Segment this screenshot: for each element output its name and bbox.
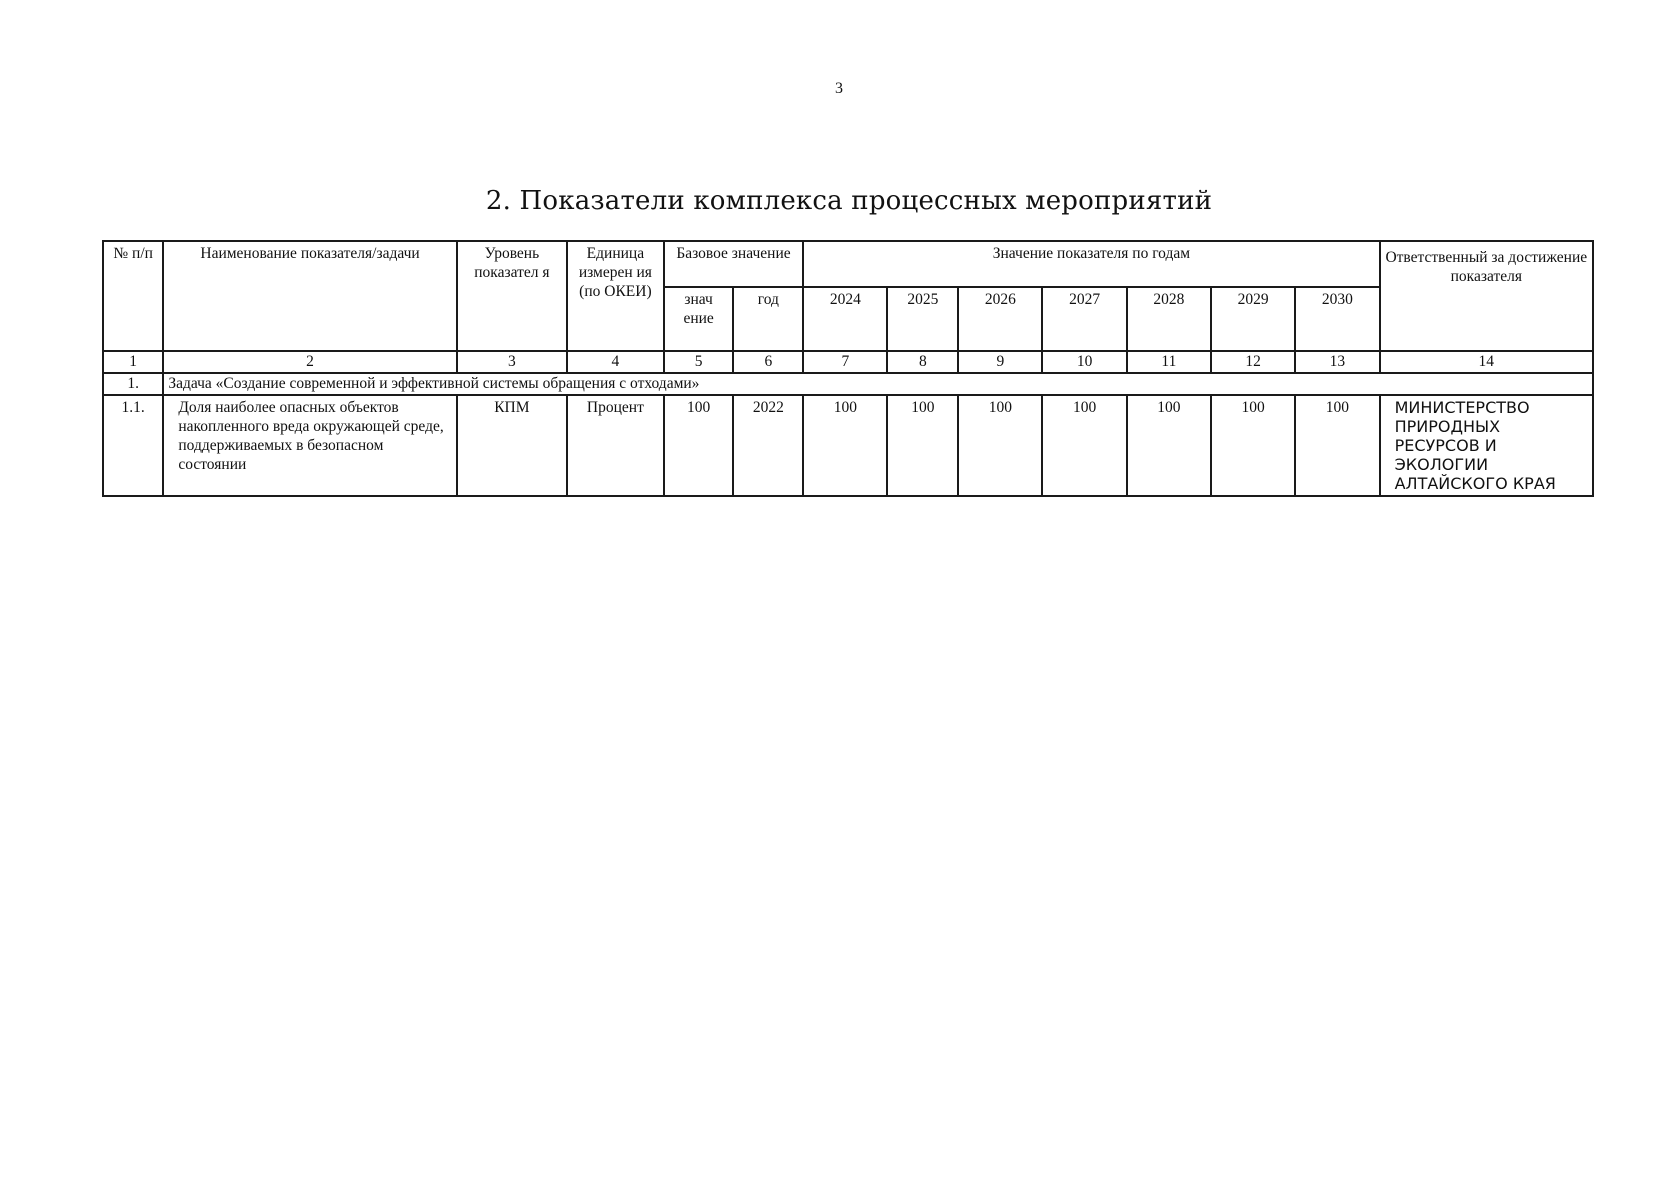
year-value: 100 bbox=[1042, 395, 1126, 496]
page-number: 3 bbox=[835, 80, 843, 97]
task-name: Задача «Создание современной и эффективной системы обращения с отходами» bbox=[163, 373, 1593, 395]
column-number: 13 bbox=[1295, 351, 1379, 373]
table-row bbox=[103, 395, 1593, 496]
page-title: 2. Показатели комплекса процессных мероприятий bbox=[485, 186, 1213, 216]
header-base: Базовое значение bbox=[664, 241, 803, 287]
header-year: 2030 bbox=[1295, 287, 1379, 351]
indicator-name: Доля наиболее опасных объектов накопленного вреда окружающей среде, поддерживаемых в безопасном состоянии bbox=[163, 395, 456, 496]
header-responsible: Ответственный за достижение показателя bbox=[1380, 241, 1593, 351]
indicator-level: КПМ bbox=[457, 395, 567, 496]
year-value: 100 bbox=[958, 395, 1042, 496]
year-value: 100 bbox=[887, 395, 958, 496]
base-year: 2022 bbox=[733, 395, 803, 496]
base-value: 100 bbox=[664, 395, 734, 496]
header-level: Уровень показател я bbox=[457, 241, 567, 351]
header-num: № п/п bbox=[103, 241, 163, 351]
indicators-table bbox=[102, 240, 1594, 497]
year-value: 100 bbox=[1127, 395, 1211, 496]
column-number: 8 bbox=[887, 351, 958, 373]
responsible-body: МИНИСТЕРСТВО ПРИРОДНЫХ РЕСУРСОВ И ЭКОЛОГИИ АЛТАЙСКОГО КРАЯ bbox=[1380, 395, 1593, 496]
header-name: Наименование показателя/задачи bbox=[163, 241, 456, 351]
column-number: 9 bbox=[958, 351, 1042, 373]
header-base-year: год bbox=[733, 287, 803, 351]
column-number: 5 bbox=[664, 351, 734, 373]
column-number: 12 bbox=[1211, 351, 1295, 373]
header-year: 2027 bbox=[1042, 287, 1126, 351]
header-by-years: Значение показателя по годам bbox=[803, 241, 1379, 287]
header-year: 2026 bbox=[958, 287, 1042, 351]
column-number: 10 bbox=[1042, 351, 1126, 373]
row-num: 1.1. bbox=[103, 395, 163, 496]
header-base-value: знач ение bbox=[664, 287, 734, 351]
task-row bbox=[103, 373, 1593, 395]
column-number: 6 bbox=[733, 351, 803, 373]
header-year: 2028 bbox=[1127, 287, 1211, 351]
column-number: 4 bbox=[567, 351, 664, 373]
header-year: 2025 bbox=[887, 287, 958, 351]
column-number: 2 bbox=[163, 351, 456, 373]
header-year: 2029 bbox=[1211, 287, 1295, 351]
column-number: 14 bbox=[1380, 351, 1593, 373]
year-value: 100 bbox=[803, 395, 887, 496]
year-value: 100 bbox=[1211, 395, 1295, 496]
column-number: 11 bbox=[1127, 351, 1211, 373]
column-number: 7 bbox=[803, 351, 887, 373]
indicator-unit: Процент bbox=[567, 395, 664, 496]
header-year: 2024 bbox=[803, 287, 887, 351]
year-value: 100 bbox=[1295, 395, 1379, 496]
task-num: 1. bbox=[103, 373, 163, 395]
column-number: 3 bbox=[457, 351, 567, 373]
header-unit: Единица измерен ия (по ОКЕИ) bbox=[567, 241, 664, 351]
column-number: 1 bbox=[103, 351, 163, 373]
